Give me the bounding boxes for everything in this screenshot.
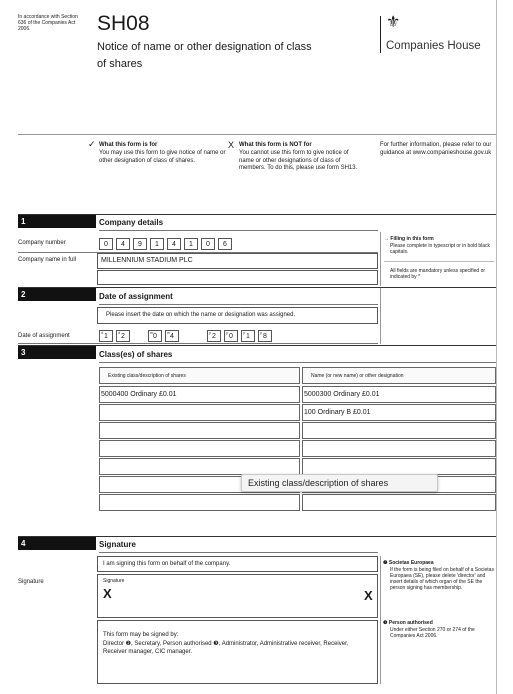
new-name-cell[interactable] <box>302 404 496 421</box>
existing-class-cell[interactable] <box>99 422 300 439</box>
date-digit-sub: y <box>226 330 228 335</box>
section2-number: 2 <box>18 288 96 301</box>
date-digit-value: 4 <box>170 333 174 340</box>
date-digit-year[interactable] <box>207 330 221 342</box>
brand-divider <box>380 16 381 53</box>
signature-field[interactable] <box>97 574 378 618</box>
section2-divider <box>380 288 381 344</box>
form-title-line2: of shares <box>97 58 143 70</box>
signature-label: Signature <box>18 579 44 585</box>
side-note-rule <box>384 261 494 262</box>
date-of-assignment-label: Date of assignment <box>18 333 70 339</box>
company-number-digit[interactable]: 0 <box>99 238 113 250</box>
company-name-field[interactable] <box>97 253 378 269</box>
signers-box <box>97 620 378 684</box>
company-name-label: Company name in full <box>18 257 77 263</box>
existing-class-header-label: Existing class/description of shares <box>108 373 186 379</box>
crest-icon: ⚜ <box>386 14 401 31</box>
company-number-digit[interactable]: 0 <box>201 238 215 250</box>
signature-x-right: X <box>364 588 373 603</box>
new-name-cell[interactable] <box>302 440 496 457</box>
date-rule <box>18 343 378 344</box>
existing-class-cell[interactable] <box>99 440 300 457</box>
new-name-cell[interactable] <box>302 422 496 439</box>
date-digit-sub: d <box>101 330 104 335</box>
signature-x-left: X <box>103 586 112 601</box>
existing-class-header <box>99 367 300 384</box>
date-digit-value: 2 <box>121 333 125 340</box>
company-number-label: Company number <box>18 240 66 246</box>
date-instruction: Please insert the date on which the name or designation was assigned. <box>106 312 296 318</box>
date-digit-value: 1 <box>104 333 108 340</box>
section2-title: Date of assignment <box>99 292 173 301</box>
section2-title-rule <box>99 304 378 305</box>
existing-class-value: 5000400 Ordinary £0.01 <box>101 391 177 398</box>
existing-class-cell[interactable] <box>99 494 300 511</box>
section1-number: 1 <box>18 215 96 228</box>
date-digit-value: 8 <box>263 333 267 340</box>
cross-icon: X <box>228 140 235 150</box>
side-note-divider <box>380 232 381 286</box>
company-number-digit[interactable]: 6 <box>218 238 232 250</box>
date-digit-value: 2 <box>212 333 216 340</box>
is-for-body: You may use this form to give notice of name or other designation of class of shares. <box>99 150 226 164</box>
new-name-cell[interactable] <box>302 458 496 475</box>
date-digit-sub: m <box>167 330 171 335</box>
brand-logo-text: Companies House <box>386 40 481 52</box>
date-digit-day[interactable] <box>99 330 113 342</box>
mandatory-note: All fields are mandatory unless specified or indicated by * <box>390 268 486 280</box>
date-digit-sub: d <box>118 330 121 335</box>
existing-class-cell[interactable] <box>99 404 300 421</box>
date-digit-value: 0 <box>229 333 233 340</box>
tooltip-text: Existing class/description of shares <box>248 478 389 488</box>
not-for-body: You cannot use this form to give notice of name or other designations of class of members. To do this, please use form SH13. <box>239 150 358 171</box>
filling-form-body: Please complete in typescript or in bold black capitals. <box>390 243 491 255</box>
company-name-field-line2[interactable] <box>97 270 378 285</box>
date-digit-sub: y <box>243 330 245 335</box>
new-name-value: 5000300 Ordinary £0.01 <box>304 391 380 398</box>
company-number-digit[interactable]: 4 <box>116 238 130 250</box>
info-body: For further information, please refer to our guidance at www.companieshouse.gov.uk <box>380 142 492 156</box>
signing-statement: I am signing this form on behalf of the company. <box>103 561 231 567</box>
date-digit-sub: y <box>260 330 262 335</box>
new-name-value: 100 Ordinary B £0.01 <box>304 409 371 416</box>
note2-body: Under either Section 270 or 274 of the Companies Act 2006. <box>390 627 475 639</box>
date-digit-day[interactable] <box>116 330 130 342</box>
signing-statement-box <box>97 556 378 572</box>
date-digit-sub: m <box>150 330 154 335</box>
date-digit-value: 0 <box>153 333 157 340</box>
company-name-value: MILLENNIUM STADIUM PLC <box>101 257 193 264</box>
is-for-title: What this form is for <box>99 142 158 148</box>
section4-divider <box>380 556 381 684</box>
date-digit-year[interactable] <box>224 330 238 342</box>
signature-box-caption: Signature <box>103 578 125 584</box>
note1-title: ❷ Societas Europaea <box>383 560 434 566</box>
form-code: SH08 <box>97 12 150 35</box>
page-right-border <box>496 0 497 694</box>
section4-title: Signature <box>99 540 136 549</box>
section3-number: 3 <box>18 346 96 359</box>
date-digit-year[interactable] <box>258 330 272 342</box>
date-digit-month[interactable] <box>165 330 179 342</box>
form-title-line1: Notice of name or other designation of class <box>97 41 312 53</box>
legal-note: In accordance with Section 636 of the Companies Act 2006. <box>18 14 78 32</box>
section1-title: Company details <box>99 218 164 227</box>
tooltip <box>241 474 438 492</box>
check-icon: ✓ <box>88 139 96 149</box>
company-number-digit[interactable]: 1 <box>150 238 164 250</box>
filling-form-title: → Filling in this form <box>384 236 434 242</box>
section3-title-rule <box>99 362 496 363</box>
date-digit-year[interactable] <box>241 330 255 342</box>
signers-body: Director ❷, Secretary, Person authorised ❸, Administrator, Administrative receiver, Receiver, Receiver manager, CIC manager. <box>103 641 349 655</box>
date-instruction-box <box>97 307 378 324</box>
new-name-cell[interactable] <box>302 386 496 403</box>
signers-title: This form may be signed by: <box>103 632 179 638</box>
new-name-cell[interactable] <box>302 494 496 511</box>
section1-title-rule <box>99 230 378 231</box>
existing-class-cell[interactable] <box>99 458 300 475</box>
new-name-header-label: Name (or new name) or other designation <box>311 373 404 379</box>
not-for-title: What this form is NOT for <box>239 142 312 148</box>
section4-title-rule <box>99 552 378 553</box>
note2-title: ❸ Person authorised <box>383 620 433 626</box>
date-digit-value: 1 <box>246 333 250 340</box>
date-digit-sub: y <box>209 330 211 335</box>
section4-number: 4 <box>18 537 96 550</box>
company-number-digit[interactable]: 1 <box>184 238 198 250</box>
date-digit-month[interactable] <box>148 330 162 342</box>
existing-class-cell[interactable] <box>99 386 300 403</box>
company-number-digit[interactable]: 9 <box>133 238 147 250</box>
section3-title: Class(es) of shares <box>99 350 173 359</box>
new-name-header <box>302 367 496 384</box>
note1-body: If the form is being filed on behalf of a Societas Europaea (SE), please delete 'director' and insert details of which organ of the SE the person signing has membership. <box>390 567 494 591</box>
header-rule <box>18 134 496 135</box>
company-number-digit[interactable]: 4 <box>167 238 181 250</box>
